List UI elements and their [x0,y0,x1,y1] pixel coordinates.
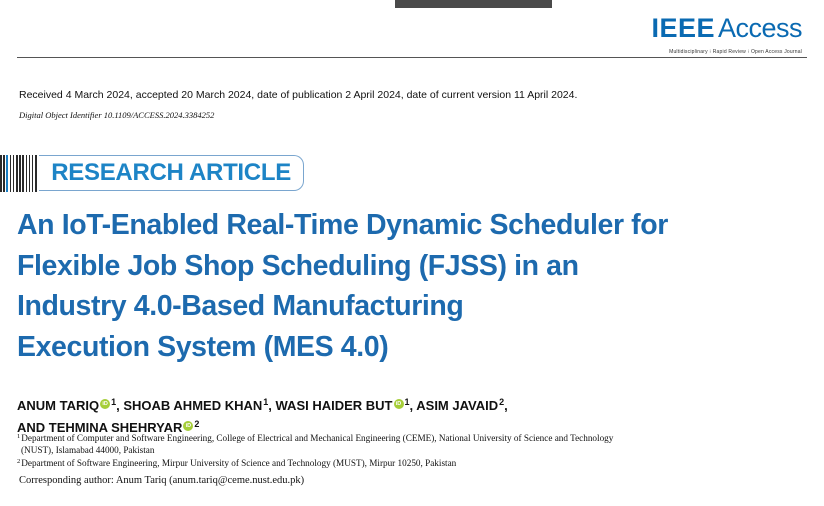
author-name: AND TEHMINA SHEHRYAR [17,420,183,435]
ieee-access-logo [651,14,802,55]
logo-access-text: Access [717,13,802,43]
author-affil-num: 2 [194,419,200,429]
title-line: Flexible Job Shop Scheduling (FJSS) in an [17,249,579,282]
article-type-label-box [39,155,304,191]
doi: Digital Object Identifier 10.1109/ACCESS.2024.3384252 [19,110,215,120]
orcid-icon[interactable]: iD [100,399,110,409]
affiliation-text: Department of Software Engineering, Mirpur University of Science and Technology (MUST), Mirpur 10250, Pakistan [21,458,457,468]
author-affil-num: 1 [111,397,117,407]
publication-history: Received 4 March 2024, accepted 20 March 2024, date of publication 2 April 2024, date of current version 11 April 2024. [19,89,578,101]
author-name: ASIM JAVAID [416,398,499,413]
corresponding-author: Corresponding author: Anum Tariq (anum.tariq@ceme.nust.edu.pk) [19,475,305,486]
logo-tagline: Multidisciplinary ⁝ Rapid Review ⁝ Open Access Journal [669,49,802,55]
page-top-tab [395,0,552,8]
author-affil-num: 1 [404,397,410,407]
paper-title [17,205,777,367]
author-affil-num: 1 [263,397,269,407]
affiliation-2 [17,456,807,470]
affiliation-num: 2 [17,458,21,465]
affiliations [17,431,807,470]
affiliation-text: Department of Computer and Software Engineering, College of Electrical and Mechanical Engineering (CEME), National University of Science and Technology [21,433,614,443]
article-type-badge [0,155,304,192]
logo-ieee-text: IEEE [651,13,715,43]
barcode-stripes-icon [0,155,38,192]
author: WASI HAIDER BUT iD $^1$, [275,397,417,413]
affiliation-1-cont: (NUST), Islamabad 44000, Pakistan [21,444,155,455]
affiliation-1 [17,431,807,445]
author: ANUM TARIQ iD $^1$, [17,397,124,413]
header-divider [17,57,807,58]
orcid-icon[interactable]: iD [183,421,193,431]
title-line: An IoT-Enabled Real-Time Dynamic Scheduler for [17,209,668,241]
author-affil-num: 2 [499,397,505,407]
author-name: WASI HAIDER BUT [275,398,393,413]
title-line: Execution System (MES 4.0) [17,330,389,363]
orcid-icon[interactable]: iD [394,399,404,409]
affiliation-num: 1 [17,433,21,440]
article-type-label: RESEARCH ARTICLE [51,159,291,186]
author: ASIM JAVAID$^2$, [416,397,508,413]
author: SHOAB AHMED KHAN$^1$, [123,397,276,413]
author-name: SHOAB AHMED KHAN [123,398,263,413]
author-name: ANUM TARIQ [17,398,100,413]
title-line: Industry 4.0-Based Manufacturing [17,290,464,322]
